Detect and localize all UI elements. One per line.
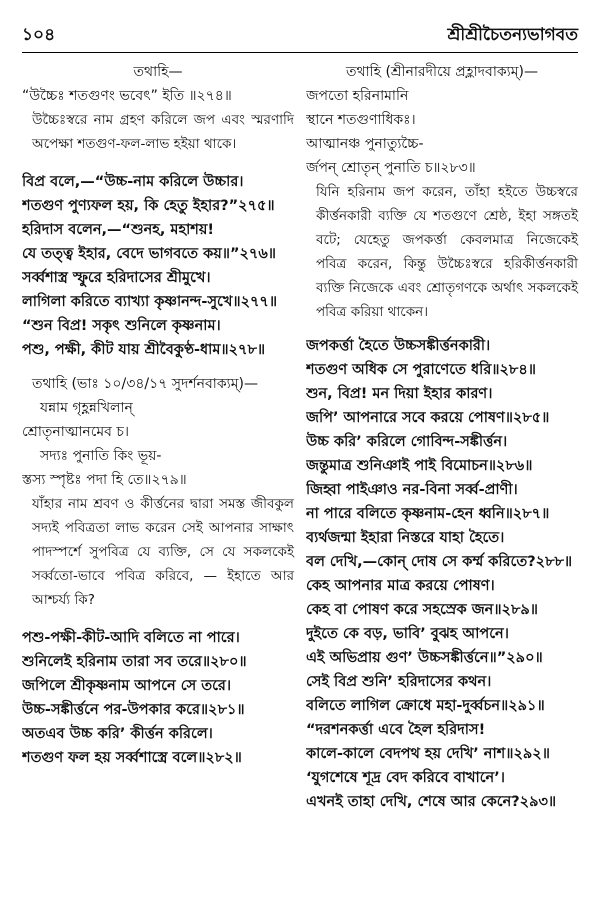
verse-line: জন্তুমাত্র শুনিঞাই পাই বিমোচন॥২৮৬॥ [306,458,533,474]
sanskrit-verse-line: যন্নাম গৃহ্ণন্নখিলান্ [40,400,133,416]
sanskrit-verse: “উচ্চৈঃ শতগুণং ভবেৎ” ইতি ॥২৭৪॥ [22,88,232,104]
verse-lines-1 [22,170,294,362]
right-column [306,60,578,814]
verse-line: শুনিলেই হরিনাম তারা সব তরে॥২৮০॥ [22,654,247,670]
verse-line: কালে-কালে বেদপথ হয় দেখি’ নাশ॥২৯২॥ [306,746,550,762]
verse-line: জপকর্ত্তা হৈতে উচ্চসঙ্কীর্ত্তনকারী। [306,338,491,354]
sanskrit-verse-line: শ্রোতৃনাত্মানমেব চ। [22,424,129,440]
page-header [22,8,578,53]
quote-heading: তথাহি (ভাঃ ১০/৩৪/১৭ সুদর্শনবাক্যম্)— [32,376,258,392]
verse-line: “দরশনকর্ত্তা এবে হৈল হরিদাস! [306,722,486,738]
verse-line: পশু, পক্ষী, কীট যায় শ্রীবৈকুণ্ঠ-ধাম॥২৭৮॥ [22,342,266,358]
verse-line: কেহ বা পোষণ করে সহস্রেক জন॥২৮৯॥ [306,602,538,618]
verse-line: জপি’ আপনারে সবে করয়ে পোষণ॥২৮৫॥ [306,410,550,426]
verse-line: শতগুণ অধিক সে পুরাণেতে ধরি॥২৮৪॥ [306,362,536,378]
verse-line: ‘যুগশেষে শূদ্র বেদ করিবে বাখানে’। [306,770,505,786]
verse-line: লাগিলা করিতে ব্যাখ্যা কৃষ্ণানন্দ-সুখে॥২৭৭॥ [22,294,278,310]
sanskrit-verse-line: স্তস্য স্পৃষ্টঃ পদা হি তে॥২৭৯॥ [22,472,187,488]
quote-heading: তথাহি— [133,64,183,80]
verse-line: জপিলে শ্রীকৃষ্ণনাম আপনে সে তরে। [22,678,232,694]
verse-line: পশু-পক্ষী-কীট-আদি বলিতে না পারে। [22,630,240,646]
verse-line: বিপ্র বলে,—“উচ্চ-নাম করিলে উচ্চার। [22,174,244,190]
verse-line: উচ্চ-সঙ্কীর্ত্তনে পর-উপকার করে॥২৮১॥ [22,702,245,718]
verse-line: শতগুণ পুণ্যফল হয়, কি হেতু ইহার?”২৭৫॥ [22,198,275,214]
sanskrit-verse-line: জপতো হরিনামানি [306,88,409,104]
verse-line: যে তত্ত্ব ইহার, বেদে ভাগবতে কয়॥”২৭৬॥ [22,246,276,262]
verse-line: জিহ্বা পাইঞাও নর-বিনা সর্ব্ব-প্রাণী। [306,482,518,498]
verse-explanation: যিনি হরিনাম জপ করেন, তাঁহা হইতে উচ্চস্বরে কীর্ত্তনকারী ব্যক্তি যে শতগুণে শ্রেষ্ঠ, ইহা সঙ্গতই বটে; যেহেতু জপকর্ত্তা কেবলমাত্র নিজেকেই পবিত্র করেন, কিন্তু উচ্চৈঃস্বরে হরিকীর্ত্তনকারী ব্যক্তি নিজেকে এবং শ্রোতৃগণকে অর্থাৎ সকলকেই পবিত্র করিয়া থাকেন। [316,184,578,320]
verse-lines-2 [22,626,294,770]
verse-line: সর্ব্বশাস্ত্র স্ফুরে হরিদাসের শ্রীমুখে। [22,270,211,286]
verse-line: কেহ আপনার মাত্র করয়ে পোষণ। [306,578,495,594]
running-title: শ্রীশ্রীচৈতন্যভাগবত [447,25,578,45]
verse-line: বলিতে লাগিল ক্রোধে মহা-দুর্ব্বচন॥২৯১॥ [306,698,545,714]
verse-line: দুইতে কে বড়, ভাবি’ বুঝহ আপনে। [306,626,509,642]
verse-line: অতএব উচ্চ করি’ কীর্ত্তন করিলে। [22,726,213,742]
verse-line: না পারে বলিতে কৃষ্ণনাম-হেন ধ্বনি॥২৮৭॥ [306,506,550,522]
verse-line: হরিদাস বলেন,—“শুনহ, মহাশয়! [22,222,215,238]
verse-line: সেই বিপ্র শুনি’ হরিদাসের কথন। [306,674,492,690]
verse-line: এখনই তাহা দেখি, শেষে আর কেনে?২৯৩॥ [306,794,557,810]
verse-line: “শুন বিপ্র! সকৃৎ শুনিলে কৃষ্ণনাম। [22,318,221,334]
verse-line: ব্যর্থজন্মা ইহারা নিস্তরে যাহা হৈতে। [306,530,505,546]
left-column [22,60,294,770]
verse-line: উচ্চ করি’ করিলে গোবিন্দ-সঙ্কীর্ত্তন। [306,434,508,450]
verse-line: এই অভিপ্রায় গুণ’ উচ্চসঙ্কীর্ত্তনে॥”২৯০॥ [306,650,543,666]
sanskrit-verse-line: স্থানে শতগুণাধিকঃ। [306,112,416,128]
verse-line: বল দেখি,—কোন্ দোষ সে কর্ম্ম করিতে?২৮৮॥ [306,554,573,570]
verse-lines-3 [306,334,578,814]
verse-explanation: যাঁহার নাম শ্রবণ ও কীর্ত্তনের দ্বারা সমস্ত জীবকুল সদ্যই পবিত্রতা লাভ করেন সেই আপনার সাক্ষাৎ পাদস্পর্শে সুপবিত্র যে ব্যক্তি, সে যে সকলকেই সর্ব্বতো-ভাবে পবিত্র করিবে, — ইহাতে আর আশ্চর্য্য কি? [32,496,294,608]
sanskrit-verse-line: র্জপন্ শ্রোতৃন্ পুনাতি চ॥২৮৩॥ [306,160,476,176]
quote-heading: তথাহি (শ্রীনারদীয়ে প্রহ্লাদবাক্যম্)— [346,64,538,80]
page-number: ১০৪ [22,25,56,45]
sanskrit-verse-line: সদ্যঃ পুনাতি কিং ভূয়- [40,448,162,464]
verse-explanation: উচ্চৈঃস্বরে নাম গ্রহণ করিলে জপ এবং স্মরণাদি অপেক্ষা শতগুণ-ফল-লাভ হইয়া থাকে। [32,112,294,152]
sanskrit-verse-line: আত্মানঞ্চ পুনাত্যুচ্চৈ- [306,136,424,152]
verse-line: শতগুণ ফল হয় সর্ব্বশাস্ত্রে বলে॥২৮২॥ [22,750,242,766]
verse-line: শুন, বিপ্র! মন দিয়া ইহার কারণ। [306,386,493,402]
